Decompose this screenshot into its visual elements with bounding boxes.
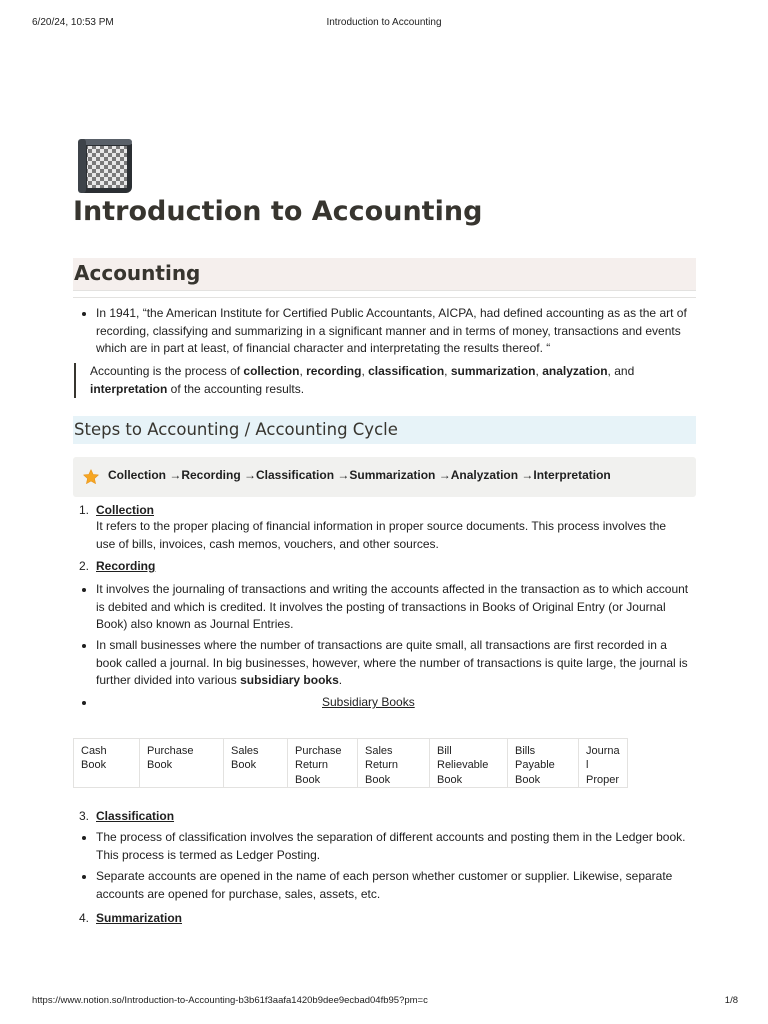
quote-term: collection (243, 364, 300, 378)
list-number: 4. (79, 911, 90, 925)
cell-line: Journa (586, 745, 620, 757)
heading-accounting-text: Accounting (74, 261, 201, 285)
subsidiary-books-heading: Subsidiary Books (322, 695, 415, 709)
cell-line: Book (437, 773, 463, 786)
cell-line: l (586, 759, 589, 772)
cell-line: Return (365, 759, 399, 772)
step-label-summarization: Summarization (96, 911, 183, 925)
print-datetime: 6/20/24, 10:53 PM (32, 17, 114, 28)
cycle-callout (73, 457, 696, 497)
cell-line: Bill (437, 745, 452, 757)
list-item: • It involves the journaling of transactions and writing the accounts affected in the transaction as to which account is debited and which is credited. It involves the posting of transactions in Books of Original Entry (or Journal Book) also known as Journal Entries. (96, 581, 696, 634)
heading-accounting (73, 258, 696, 291)
print-page-number: 1/8 (724, 995, 738, 1006)
quote-term: interpretation (90, 381, 168, 396)
cell-line: Book (365, 773, 391, 786)
table-cell (430, 739, 508, 788)
step-label-recording: Recording (96, 559, 156, 573)
list-number: 1. (79, 503, 90, 517)
step-desc-collection: It refers to the proper placing of financial information in proper source documents. This process involves the use of bills, invoices, cash memos, vouchers, and other sources. (96, 519, 667, 551)
classification-bullets (73, 868, 696, 903)
cell-line: Sales (231, 745, 259, 757)
table-cell (358, 739, 430, 788)
definition-quote (74, 363, 700, 398)
table-cell (508, 739, 579, 788)
quote-sep: , and (607, 364, 635, 378)
table-cell (288, 739, 358, 788)
cell-line: Sales (365, 745, 393, 757)
list-item: • Separate accounts are opened in the name of each person whether customer or supplier. Likewise, separate accounts are opened for purchase, sales, assets, etc. (96, 868, 696, 903)
quote-term: classification (368, 364, 445, 378)
quote-sep: , (535, 364, 543, 378)
heading-steps-text: Steps to Accounting / Accounting Cycle (74, 420, 398, 439)
cell-line: Book (147, 759, 173, 772)
star-icon (82, 468, 100, 486)
quote-sep: , (361, 364, 369, 378)
cell-line: Purchase (295, 745, 342, 757)
print-footer (32, 995, 738, 1009)
quote-sep: , (299, 364, 307, 378)
quote-term: analyzation (542, 364, 608, 378)
recording-bullets (73, 694, 696, 712)
page-title: Introduction to Accounting (73, 196, 483, 227)
print-doc-title: Introduction to Accounting (326, 17, 442, 28)
cell-line: Book (295, 773, 321, 786)
list-item-text: . (338, 673, 343, 687)
list-number: 2. (79, 559, 90, 573)
list-item (96, 637, 696, 690)
cell-line: Book (231, 759, 257, 772)
recording-bullets (73, 637, 696, 690)
step-label-collection: Collection (96, 503, 155, 517)
quote-sep: , (444, 364, 451, 378)
cell-line: Return (295, 759, 329, 772)
bold-term: subsidiary books (240, 673, 339, 687)
divider (73, 297, 696, 298)
table-cell (579, 739, 628, 788)
table-cell (74, 739, 140, 788)
heading-steps (73, 416, 696, 444)
print-header (32, 17, 736, 31)
quote-term: recording (306, 364, 362, 378)
list-item (96, 694, 696, 712)
table-row (74, 739, 628, 788)
subsidiary-books-table (73, 738, 628, 788)
quote-text: Accounting is the process of (90, 364, 244, 378)
cell-line: Book (81, 759, 107, 772)
cell-line: Cash (81, 745, 107, 757)
cell-line: Purchase (147, 745, 194, 757)
callout-text: Collection →Recording →Classification →Summarization →Analyzation →Interpretation (108, 468, 611, 482)
accounting-bullets (73, 305, 696, 358)
print-url: https://www.notion.so/Introduction-to-Accounting-b3b61f3aafa1420b9dee9ecbad04fb95?pm=c (32, 995, 428, 1006)
notebook-icon (76, 137, 134, 195)
cell-line: Relievable (437, 759, 489, 772)
cell-line: Book (515, 773, 541, 786)
classification-bullets (73, 829, 696, 864)
quote-text: of the accounting results. (167, 381, 305, 396)
list-number: 3. (79, 809, 90, 823)
list-item-text: In small businesses where the number of transactions are quite small, all transactions are first recorded in a book called a journal. In big businesses, however, where the number of transactions is quite large, the journal is further divided into various (96, 638, 688, 687)
table-cell (224, 739, 288, 788)
quote-term: summarization (450, 364, 536, 378)
cell-line: Payable (515, 759, 555, 772)
recording-bullets (73, 581, 696, 634)
list-item: • In 1941, “the American Institute for Certified Public Accountants, AICPA, had defined accounting as as the art of recording, classifying and summarizing in a significant manner and in terms of money, transactions and events which are in part at least, of financial character and interpretating the results thereof. “ (96, 305, 696, 358)
step-label-classification: Classification (96, 809, 175, 823)
cell-line: Bills (515, 745, 536, 757)
list-item: • The process of classification involves the separation of different accounts and posting them in the Ledger book. This process is termed as Ledger Posting. (96, 829, 696, 864)
cell-line: Proper (586, 773, 620, 786)
table-cell (140, 739, 224, 788)
